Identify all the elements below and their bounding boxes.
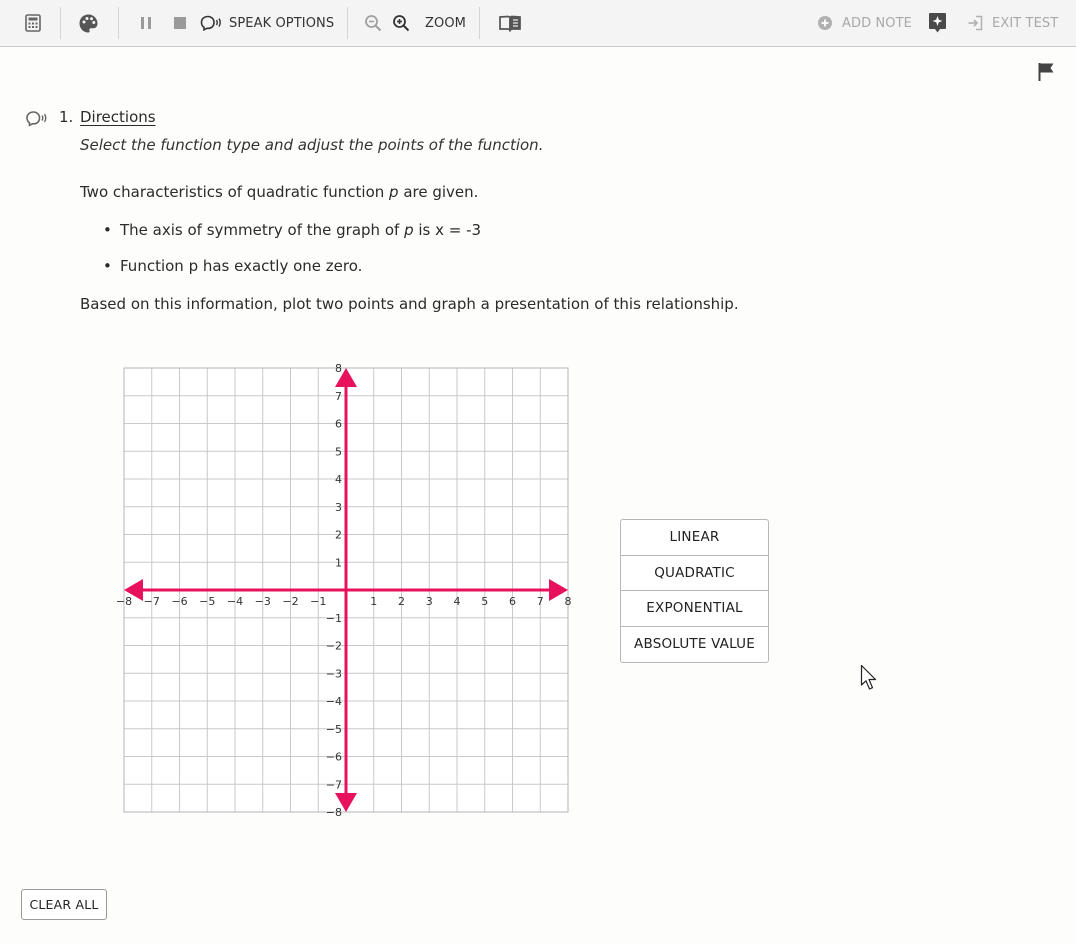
y-tick-label: 1	[335, 556, 342, 570]
question-stem	[80, 183, 478, 201]
x-tick-label: 7	[536, 595, 544, 608]
y-tick-label: −3	[325, 667, 342, 681]
exit-icon	[967, 15, 983, 31]
function-type-absolute-value-button[interactable]: ABSOLUTE VALUE	[634, 636, 755, 653]
x-tick-label: 1	[370, 595, 378, 608]
y-tick-label: 4	[335, 473, 342, 486]
y-tick-label: −2	[325, 639, 342, 653]
x-tick-label: −4	[226, 595, 244, 608]
x-tick-label: 8	[564, 595, 572, 608]
palette-icon	[78, 13, 99, 34]
book-icon	[498, 14, 522, 32]
x-tick-label: −2	[282, 595, 299, 608]
stop-icon	[173, 16, 187, 30]
y-tick-label: 7	[335, 389, 342, 403]
zoom-out-icon	[364, 14, 382, 32]
plus-circle-icon	[817, 15, 833, 31]
zoom-label-wrap	[425, 0, 466, 46]
y-tick-label: 6	[335, 417, 342, 431]
y-tick-label: 2	[335, 528, 342, 542]
question-task: Based on this information, plot two points and graph a presentation of this relationship.	[80, 295, 739, 313]
x-tick-label: −8	[115, 595, 133, 608]
stop-button[interactable]	[173, 0, 187, 46]
bullet-dot: •	[103, 257, 112, 275]
speak-options-label: SPEAK OPTIONS	[229, 15, 335, 31]
toolbar-divider	[479, 7, 480, 39]
x-tick-label: 3	[425, 595, 433, 608]
bullet-item	[120, 257, 362, 275]
question-instruction: Select the function type and adjust the points of the function.	[80, 136, 544, 154]
pause-icon	[140, 16, 152, 30]
mouse-cursor-icon	[860, 664, 880, 692]
add-note-button[interactable]	[817, 0, 912, 46]
zoom-label: ZOOM	[425, 15, 466, 31]
y-tick-label: −5	[325, 722, 342, 736]
calculator-button[interactable]	[25, 0, 41, 46]
bullet-prefix: Function p has exactly one zero.	[120, 257, 363, 275]
pause-button[interactable]	[140, 0, 152, 46]
coordinate-graph[interactable]	[114, 360, 578, 824]
function-type-quadratic-button[interactable]: QUADRATIC	[621, 556, 768, 592]
add-note-label: ADD NOTE	[842, 15, 912, 31]
question-stem-var: p	[389, 183, 399, 201]
calculator-icon	[25, 14, 41, 32]
x-tick-label: −1	[310, 595, 327, 608]
toolbar	[0, 0, 1076, 47]
bullet-prefix: The axis of symmetry of the graph of	[120, 221, 405, 239]
function-type-linear-button[interactable]: LINEAR	[621, 520, 768, 556]
question-stem-prefix: Two characteristics of quadratic function	[80, 183, 390, 201]
zoom-in-icon	[392, 14, 410, 32]
bullet-suffix: is x = -3	[413, 221, 482, 239]
y-tick-label: −4	[325, 695, 342, 708]
x-tick-label: 2	[398, 595, 405, 608]
toolbar-divider	[60, 7, 61, 39]
x-tick-label: −7	[143, 595, 160, 608]
x-tick-label: 6	[509, 595, 516, 608]
question-stem-suffix: are given.	[398, 183, 479, 201]
y-tick-label: 8	[335, 362, 342, 375]
flag-icon[interactable]	[1037, 62, 1055, 82]
x-tick-label: −5	[199, 595, 216, 608]
x-tick-label: 5	[481, 595, 489, 608]
x-tick-label: 4	[453, 595, 461, 608]
x-tick-label: −3	[254, 595, 271, 608]
clear-all-button[interactable]: CLEAR ALL	[21, 889, 107, 920]
directions-link[interactable]: Directions	[80, 108, 156, 126]
function-type-exponential-button[interactable]: EXPONENTIAL	[621, 591, 768, 627]
y-tick-label: 3	[335, 500, 342, 514]
toolbar-divider	[347, 7, 348, 39]
sparkle-icon	[928, 12, 947, 34]
exit-test-button[interactable]	[967, 0, 1058, 46]
bullet-var: p	[404, 221, 414, 239]
question-number: 1.	[59, 108, 74, 126]
zoom-out-button[interactable]	[364, 0, 382, 46]
y-tick-label: −8	[325, 806, 342, 819]
y-tick-label: −1	[325, 611, 342, 625]
color-palette-button[interactable]	[78, 0, 99, 46]
zoom-in-button[interactable]	[392, 0, 410, 46]
bullet-item	[120, 221, 481, 239]
speak-options-button[interactable]	[200, 0, 334, 46]
bullet-dot: •	[103, 221, 112, 239]
question-speak-icon[interactable]	[25, 110, 49, 127]
toolbar-divider	[118, 7, 119, 39]
line-reader-button[interactable]	[498, 0, 522, 46]
speak-icon	[200, 15, 223, 31]
function-type-group	[620, 519, 769, 663]
exit-test-label: EXIT TEST	[992, 15, 1059, 31]
y-tick-label: −6	[325, 750, 342, 764]
y-tick-label: −7	[325, 778, 342, 792]
x-tick-label: −6	[171, 595, 188, 608]
y-tick-label: 5	[335, 445, 342, 459]
highlighter-button[interactable]	[928, 0, 947, 46]
